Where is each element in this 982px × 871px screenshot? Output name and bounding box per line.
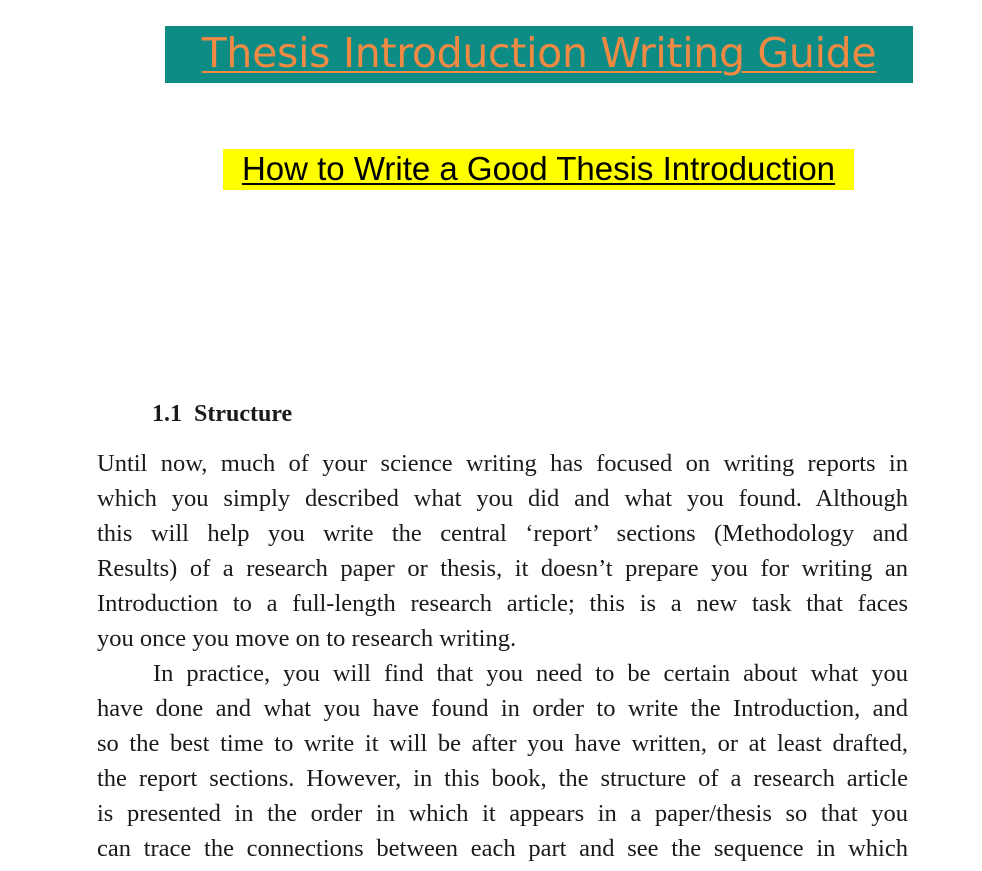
document-title: Thesis Introduction Writing Guide bbox=[201, 29, 877, 77]
document-subtitle: How to Write a Good Thesis Introduction bbox=[241, 150, 836, 187]
text-line: this will help you write the central ‘report’ sections (Methodology and bbox=[97, 520, 908, 547]
text-line: Results) of a research paper or thesis, it doesn’t prepare you for writing an bbox=[97, 555, 908, 582]
paragraph-2 bbox=[97, 656, 908, 866]
text-line: which you simply described what you did and what you found. Although bbox=[97, 485, 908, 512]
text-line: so the best time to write it will be after you have written, or at least drafted, bbox=[97, 730, 908, 757]
section-heading bbox=[152, 399, 292, 429]
text-line: have done and what you have found in order to write the Introduction, and bbox=[97, 695, 908, 722]
text-line: can trace the connections between each part and see the sequence in which bbox=[97, 835, 908, 862]
section-title: Structure bbox=[194, 401, 293, 427]
text-line: is presented in the order in which it appears in a paper/thesis so that you bbox=[97, 800, 908, 827]
paragraph-1 bbox=[97, 446, 908, 656]
title-banner bbox=[165, 26, 913, 83]
section-number: 1.1 bbox=[152, 401, 182, 427]
subtitle-highlight bbox=[223, 149, 854, 190]
text-line: the report sections. However, in this book, the structure of a research article bbox=[97, 765, 908, 792]
text-line: Until now, much of your science writing has focused on writing reports in bbox=[97, 450, 908, 477]
text-line: Introduction to a full-length research article; this is a new task that faces bbox=[97, 590, 908, 617]
text-line: you once you move on to research writing. bbox=[97, 625, 517, 652]
text-line: In practice, you will find that you need to be certain about what you bbox=[153, 660, 908, 687]
